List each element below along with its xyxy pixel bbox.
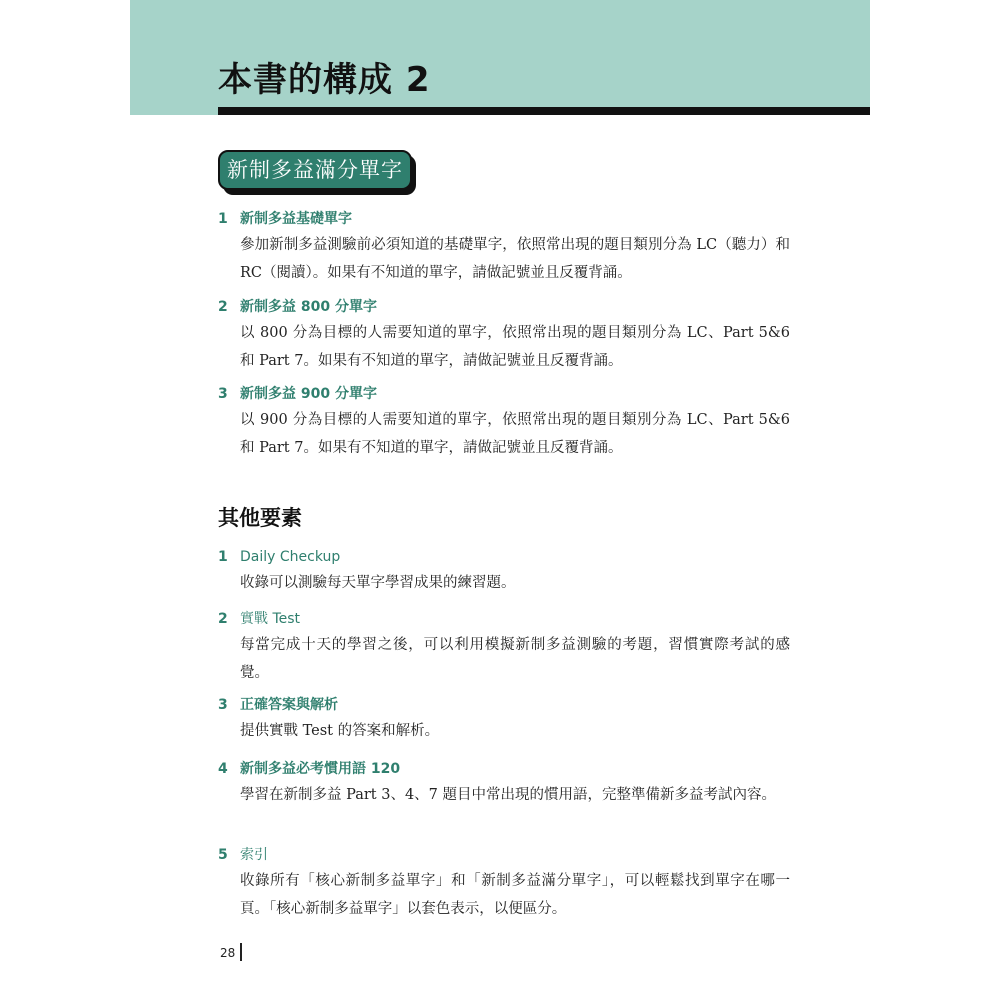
item-number: 2 [218, 611, 228, 627]
section-item [218, 207, 790, 287]
item-body: 參加新制多益測驗前必須知道的基礎單字，依照常出現的題目類別分為 LC（聽力）和 RC（閱讀）。如果有不知道的單字，請做記號並且反覆背誦。 [240, 237, 790, 281]
section-item [218, 382, 790, 462]
item-title: 實戰 Test [240, 611, 301, 627]
other-elements-heading: 其他要素 [218, 506, 302, 530]
item-number: 5 [218, 847, 228, 863]
item-title: 索引 [240, 847, 268, 863]
item-title: 新制多益 900 分單字 [240, 386, 377, 402]
item-number: 1 [218, 549, 228, 565]
page-number-divider [240, 943, 242, 961]
item-title: 新制多益基礎單字 [240, 211, 352, 227]
other-item [218, 607, 790, 687]
item-body: 收錄所有「核心新制多益單字」和「新制多益滿分單字」，可以輕鬆找到單字在哪一頁。「核心新制多益單字」以套色表示，以便區分。 [240, 873, 790, 917]
item-title: 正確答案與解析 [240, 697, 338, 713]
item-body: 以 800 分為目標的人需要知道的單字，依照常出現的題目類別分為 LC、Part 5&6 和 Part 7。如果有不知道的單字，請做記號並且反覆背誦。 [240, 325, 790, 369]
item-title: 新制多益必考慣用語 120 [240, 761, 401, 777]
item-title: 新制多益 800 分單字 [240, 299, 377, 315]
page-number: 28 [220, 946, 236, 960]
title-rule [218, 107, 870, 115]
section-item [218, 295, 790, 375]
other-item [218, 757, 790, 809]
other-item [218, 693, 790, 745]
item-number: 3 [218, 697, 228, 713]
other-item [218, 843, 790, 923]
item-body: 以 900 分為目標的人需要知道的單字，依照常出現的題目類別分為 LC、Part 5&6 和 Part 7。如果有不知道的單字，請做記號並且反覆背誦。 [240, 412, 790, 456]
item-number: 1 [218, 211, 228, 227]
other-item [218, 545, 790, 597]
item-title: Daily Checkup [240, 549, 341, 565]
item-number: 3 [218, 386, 228, 402]
page-title: 本書的構成 2 [218, 60, 431, 100]
item-body: 學習在新制多益 Part 3、4、7 題目中常出現的慣用語，完整準備新多益考試內容。 [240, 787, 777, 803]
item-number: 2 [218, 299, 228, 315]
item-body: 每當完成十天的學習之後，可以利用模擬新制多益測驗的考題，習慣實際考試的感覺。 [240, 637, 790, 681]
section-label: 新制多益滿分單字 [218, 150, 412, 190]
item-number: 4 [218, 761, 228, 777]
item-body: 提供實戰 Test 的答案和解析。 [240, 723, 440, 739]
item-body: 收錄可以測驗每天單字學習成果的練習題。 [240, 575, 516, 591]
